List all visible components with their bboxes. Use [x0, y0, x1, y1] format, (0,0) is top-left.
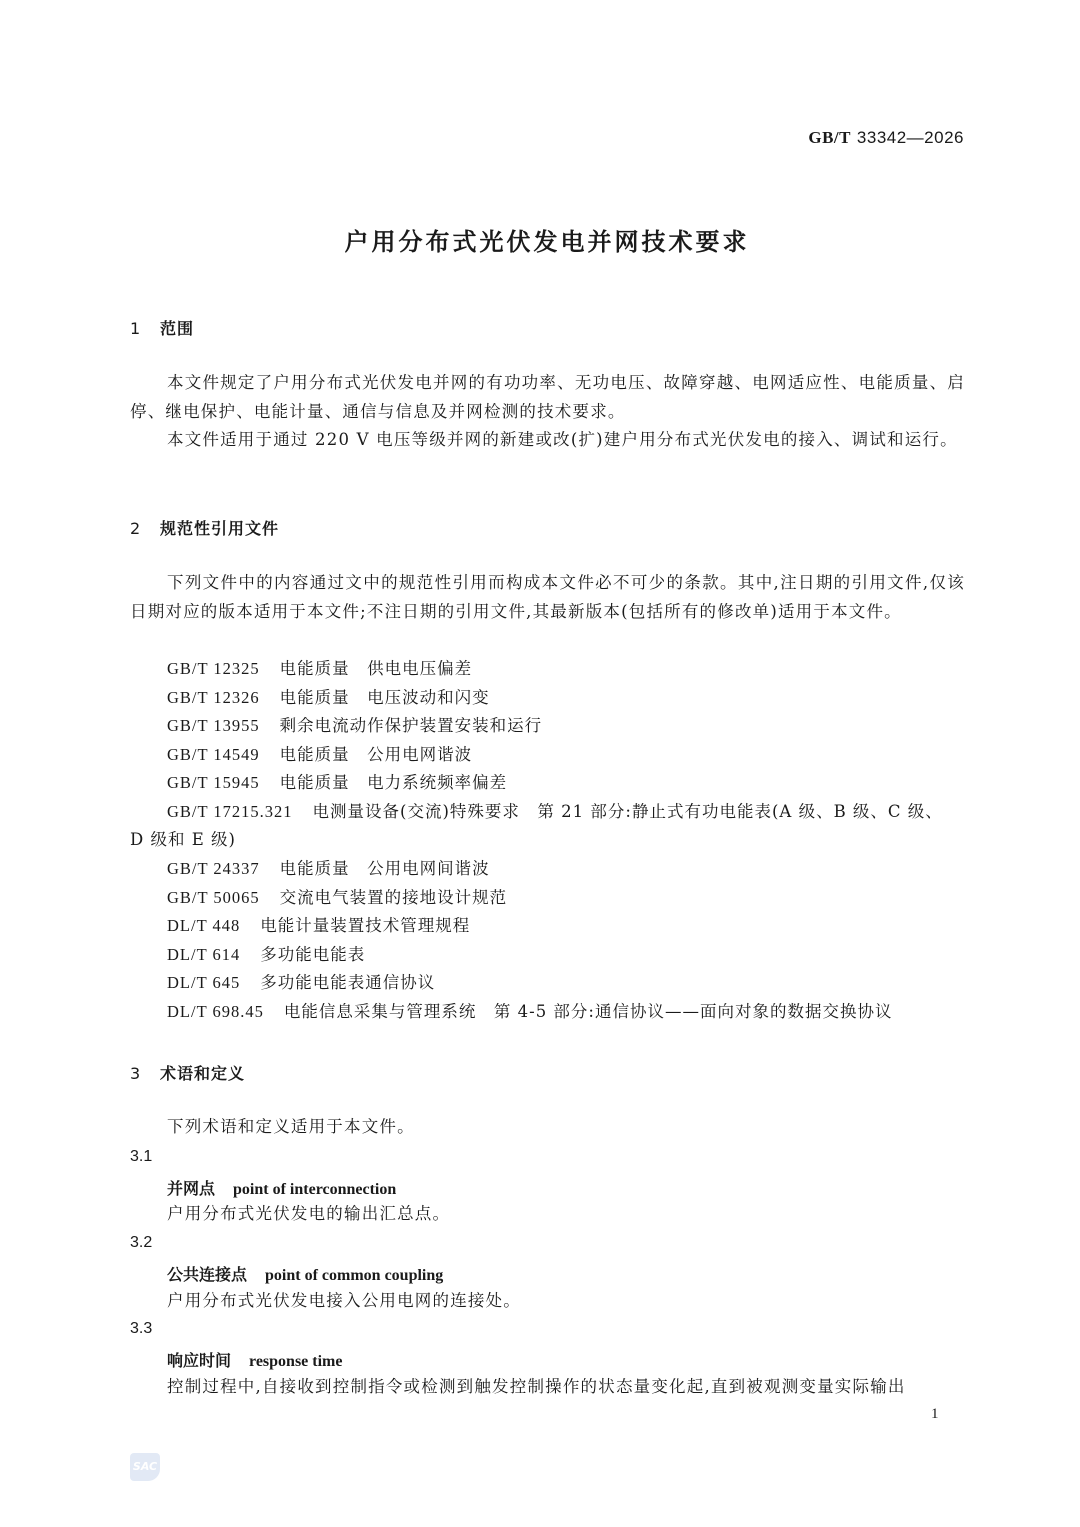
reference-item: GB/T 17215.321 电测量设备(交流)特殊要求 第 21 部分:静止式有功电能表(A 级、B 级、C 级、 — [167, 802, 943, 821]
reference-item: GB/T 24337 电能质量 公用电网间谐波 — [167, 859, 490, 878]
reference-item-continuation: D 级和 E 级) — [130, 830, 236, 849]
reference-item: GB/T 13955 剩余电流动作保护装置安装和运行 — [167, 716, 543, 735]
normative-references-intro: 下列文件中的内容通过文中的规范性引用而构成本文件必不可少的条款。其中,注日期的引用文件,仅该日期对应的版本适用于本文件;不注日期的引用文件,其最新版本(包括所有的修改单)适用于本文件。 — [130, 573, 965, 621]
reference-item: GB/T 15945 电能质量 电力系统频率偏差 — [167, 773, 508, 792]
term-definition: 户用分布式光伏发电接入公用电网的连接处。 — [167, 1291, 521, 1310]
term-definition: 户用分布式光伏发电的输出汇总点。 — [167, 1204, 451, 1223]
reference-item: GB/T 12326 电能质量 电压波动和闪变 — [167, 688, 490, 707]
term-number: 3.2 — [130, 1234, 153, 1251]
reference-item: DL/T 614 多功能电能表 — [167, 945, 366, 964]
section-heading-1: 1 范围 — [130, 319, 195, 338]
reference-item: DL/T 645 多功能电能表通信协议 — [167, 973, 436, 992]
reference-item: GB/T 50065 交流电气装置的接地设计规范 — [167, 888, 508, 907]
standard-code: 33342—2026 — [856, 128, 964, 147]
reference-item: GB/T 12325 电能质量 供电电压偏差 — [167, 659, 473, 678]
scope-paragraph-1: 本文件规定了户用分布式光伏发电并网的有功功率、无功电压、故障穿越、电网适应性、电能质量、启停、继电保护、电能计量、通信与信息及并网检测的技术要求。 — [130, 373, 965, 421]
term-number: 3.1 — [130, 1148, 153, 1165]
standard-number — [808, 128, 964, 148]
term-heading: 响应时间 response time — [167, 1351, 343, 1370]
document-title: 户用分布式光伏发电并网技术要求 — [344, 228, 750, 256]
page-number: 1 — [931, 1406, 939, 1422]
reference-item: GB/T 14549 电能质量 公用电网谐波 — [167, 745, 473, 764]
section-heading-3: 3 术语和定义 — [130, 1064, 246, 1083]
reference-item: DL/T 698.45 电能信息采集与管理系统 第 4-5 部分:通信协议——面向对象的数据交换协议 — [167, 1002, 893, 1021]
sac-logo-icon: SAC — [130, 1453, 160, 1481]
term-heading: 公共连接点 point of common coupling — [167, 1265, 444, 1284]
terms-intro: 下列术语和定义适用于本文件。 — [167, 1117, 415, 1136]
standard-prefix: GB/T — [808, 128, 851, 147]
scope-paragraph-2: 本文件适用于通过 220 V 电压等级并网的新建或改(扩)建户用分布式光伏发电的接入、调试和运行。 — [167, 430, 958, 449]
term-definition: 控制过程中,自接收到控制指令或检测到触发控制操作的状态量变化起,直到被观测变量实际输出 — [167, 1377, 906, 1396]
term-heading: 并网点 point of interconnection — [167, 1179, 397, 1198]
term-number: 3.3 — [130, 1320, 153, 1337]
section-heading-2: 2 规范性引用文件 — [130, 519, 280, 538]
reference-item: DL/T 448 电能计量装置技术管理规程 — [167, 916, 471, 935]
